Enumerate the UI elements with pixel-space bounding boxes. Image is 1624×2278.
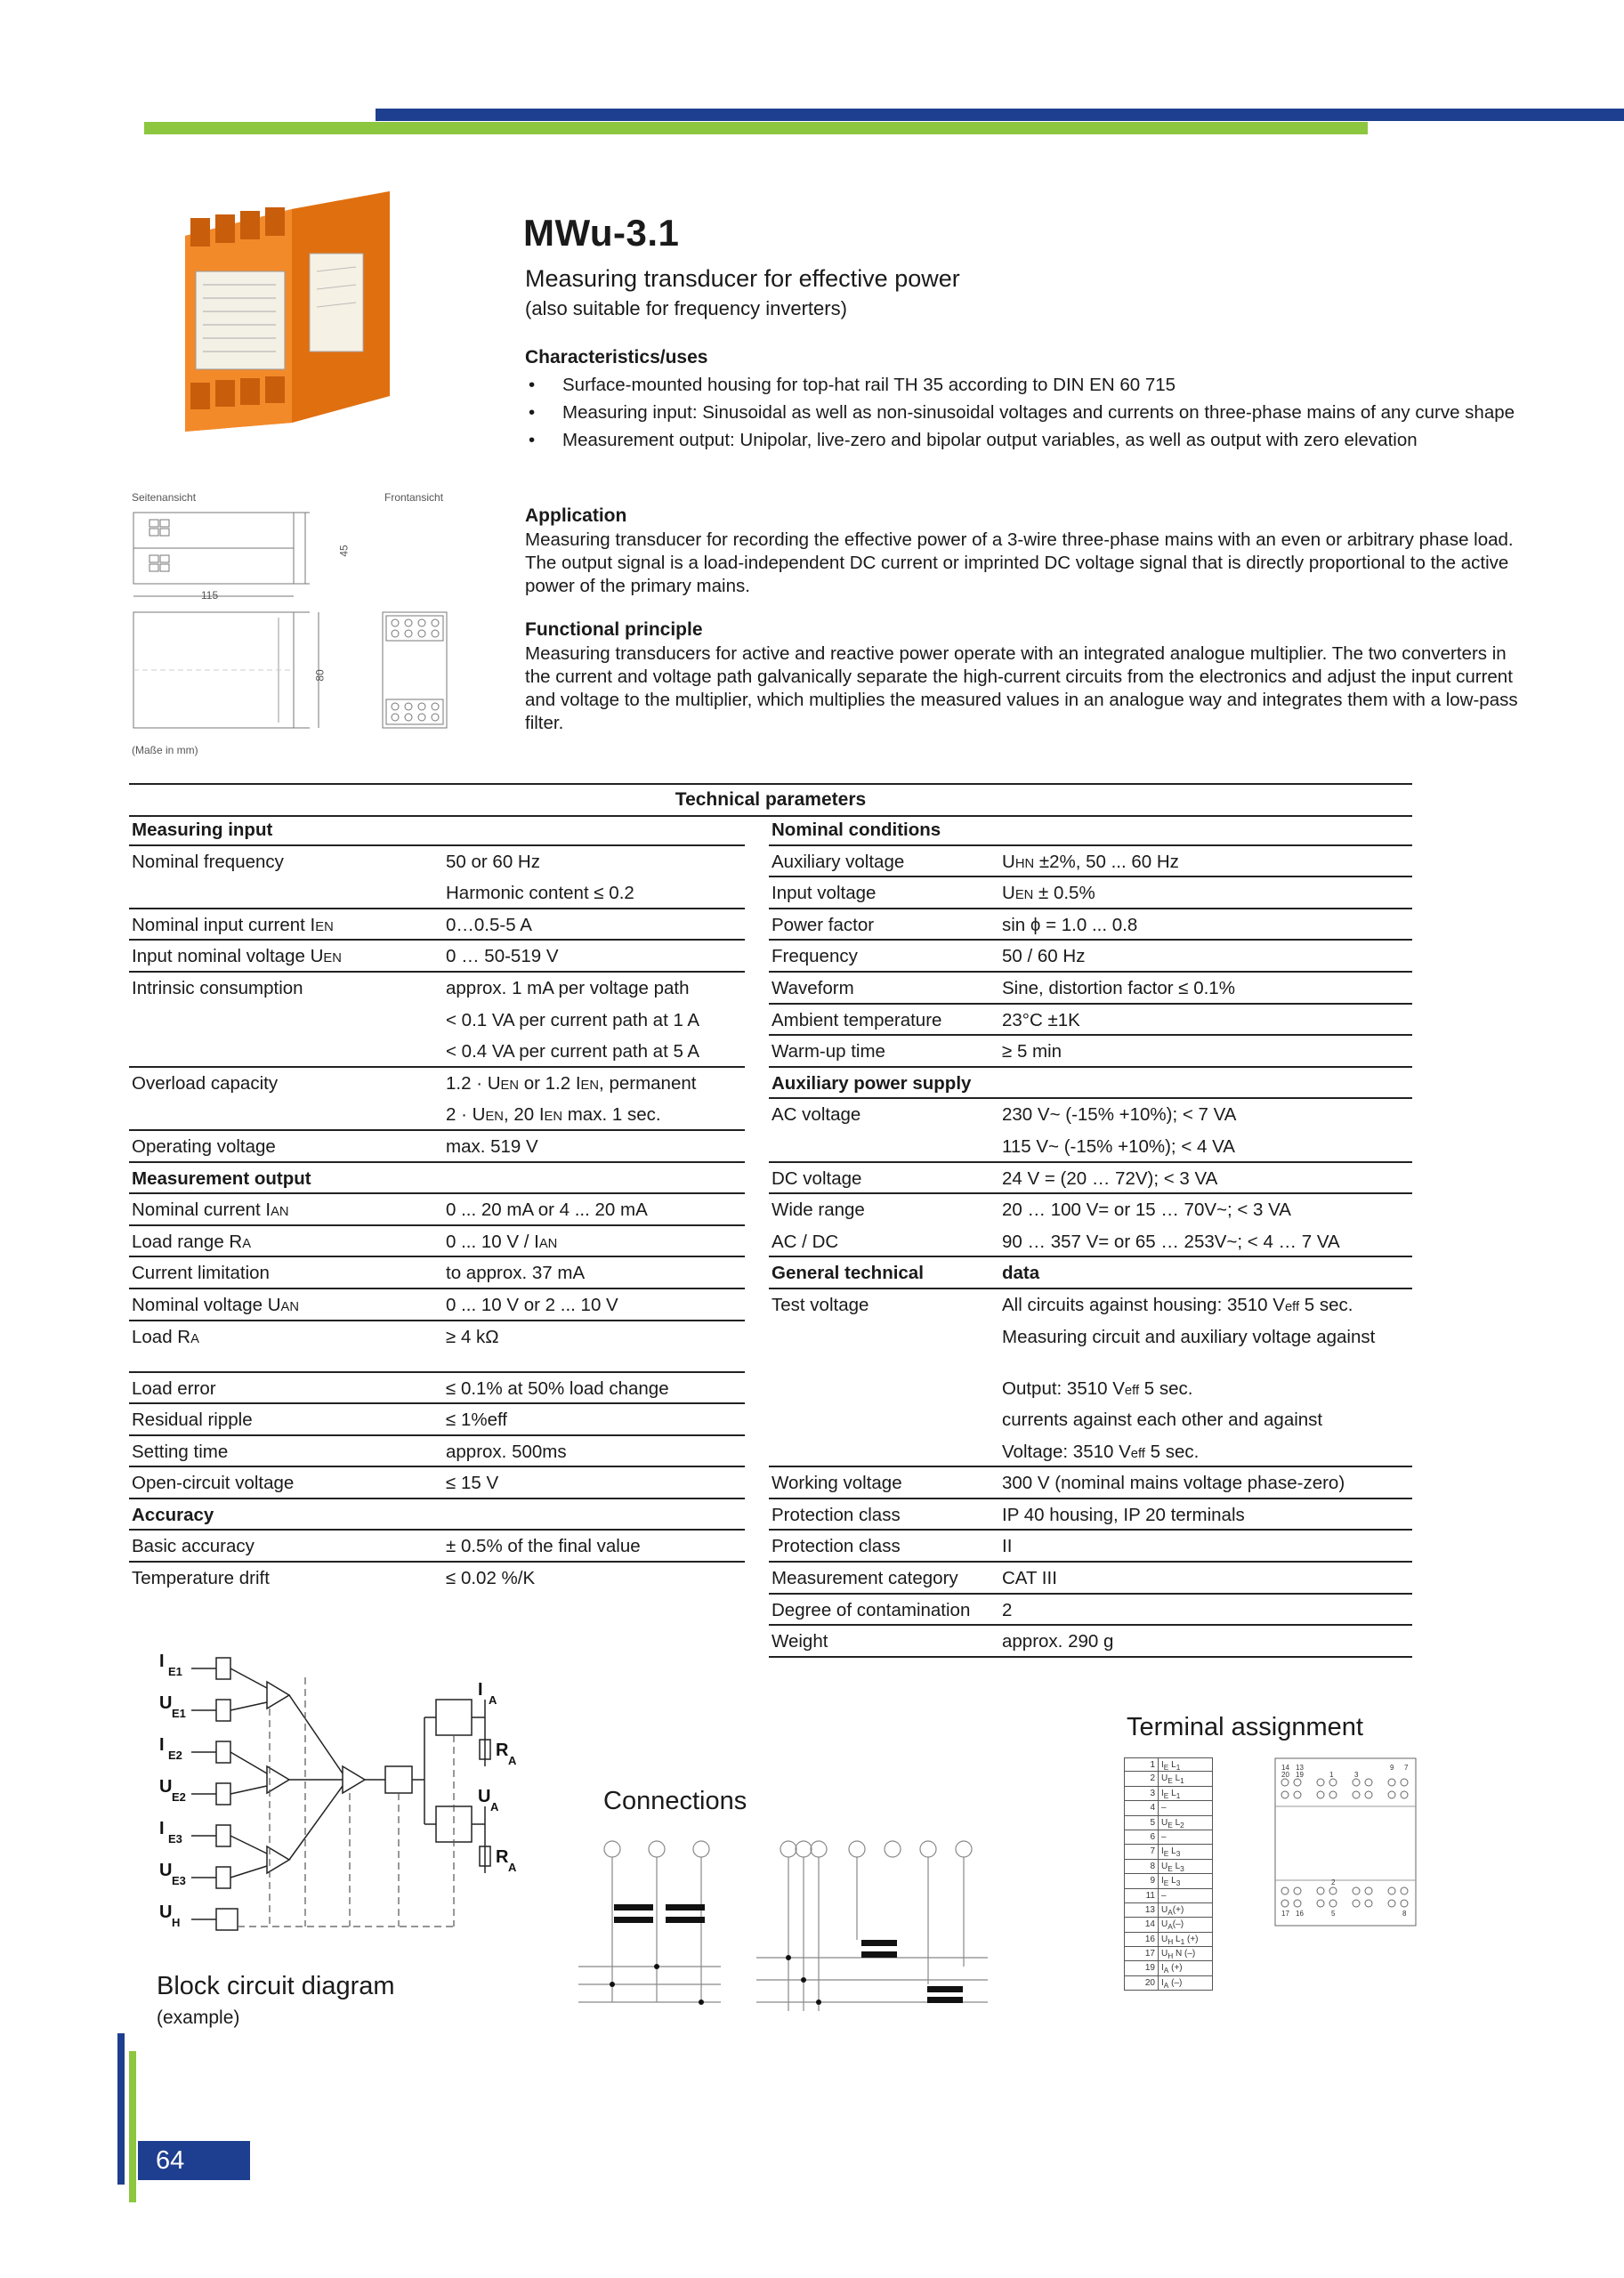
terminal-function: $I_A$ (+) xyxy=(1161,1963,1183,1975)
terminal-number: 2 xyxy=(1125,1772,1159,1785)
terminal-number: 13 xyxy=(1125,1903,1159,1917)
parameter-name: Ambient temperature xyxy=(772,1009,942,1030)
terminal-row xyxy=(1124,1947,1213,1961)
terminal-function: $I_E$ $L_1$ xyxy=(1161,1788,1181,1800)
parameter-value: 2 · UEN, 20 IEN max. 1 sec. xyxy=(446,1104,661,1126)
right-table-row xyxy=(769,1563,1412,1595)
terminal-row xyxy=(1124,1903,1213,1918)
parameter-value: < 0.4 VA per current path at 5 A xyxy=(446,1041,700,1062)
terminal-number: 20 xyxy=(1281,1771,1289,1779)
terminal-row xyxy=(1124,1976,1213,1991)
parameter-value: Harmonic content ≤ 0.2 xyxy=(446,883,634,904)
right-table-row xyxy=(769,973,1412,1005)
block-diagram-subtitle: (example) xyxy=(157,2007,240,2028)
parameter-value: 115 V~ (-15% +10%); < 4 VA xyxy=(1002,1135,1235,1157)
parameter-value: 50 / 60 Hz xyxy=(1002,946,1086,967)
left-table-row xyxy=(129,1163,745,1195)
terminal-number: 9 xyxy=(1125,1874,1159,1887)
parameter-name: Working voltage xyxy=(772,1473,902,1494)
characteristics-heading: Characteristics/uses xyxy=(525,347,708,368)
parameter-name: Temperature drift xyxy=(132,1568,270,1589)
left-table-row xyxy=(129,941,745,973)
right-table-row xyxy=(769,1467,1412,1499)
left-table-row xyxy=(129,1404,745,1436)
parameter-value: Measuring circuit and auxiliary voltage against xyxy=(1002,1326,1376,1347)
terminal-row xyxy=(1124,1933,1213,1947)
terminal-function: $I_A$ (–) xyxy=(1161,1977,1183,1990)
parameter-name: Open-circuit voltage xyxy=(132,1473,295,1494)
product-subtitle-note: (also suitable for frequency inverters) xyxy=(525,297,847,319)
parameter-name: Auxiliary voltage xyxy=(772,851,905,872)
terminal-row xyxy=(1124,1787,1213,1801)
parameter-value: 24 V = (20 … 72V); < 3 VA xyxy=(1002,1167,1218,1189)
parameter-name: Load RA xyxy=(132,1326,199,1347)
parameter-value: 1.2 · UEN or 1.2 IEN, permanent xyxy=(446,1072,697,1094)
parameter-name: Degree of contamination xyxy=(772,1599,971,1620)
product-title: MWu-3.1 xyxy=(523,212,680,254)
product-photo xyxy=(176,182,390,440)
left-table-row xyxy=(129,1099,745,1131)
parameter-value: ≤ 0.02 %/K xyxy=(446,1568,536,1589)
parameter-name: Measurement category xyxy=(772,1568,958,1589)
label-ue1-sub: E1 xyxy=(172,1707,186,1720)
dim-115: 115 xyxy=(201,589,219,602)
parameter-value: 23°C ±1K xyxy=(1002,1009,1080,1030)
right-table-row xyxy=(769,1499,1412,1531)
label-ue2-sub: E2 xyxy=(172,1790,186,1804)
terminal-number: 16 xyxy=(1125,1933,1159,1946)
right-table-row xyxy=(769,1321,1412,1373)
left-table-row xyxy=(129,1289,745,1321)
parameter-value: currents against each other and against xyxy=(1002,1410,1323,1431)
connections-diagram xyxy=(578,1833,988,2020)
right-table-row xyxy=(769,1373,1412,1405)
terminal-function: $U_E$ $L_1$ xyxy=(1161,1773,1184,1786)
left-table-row xyxy=(129,1005,745,1037)
parameter-value: 0 ... 20 mA or 4 ... 20 mA xyxy=(446,1200,648,1221)
parameter-value: 20 … 100 V= or 15 … 70V~; < 3 VA xyxy=(1002,1200,1291,1221)
terminal-function: $U_H$ N (–) xyxy=(1161,1949,1196,1961)
parameter-value: 90 … 357 V= or 65 … 253V~; < 4 … 7 VA xyxy=(1002,1231,1340,1252)
dim-45: 45 xyxy=(337,545,351,557)
parameter-value: UHN ±2%, 50 ... 60 Hz xyxy=(1002,851,1179,872)
terminal-row xyxy=(1124,1918,1213,1932)
terminal-row xyxy=(1124,1889,1213,1903)
functional-text: Measuring transducers for active and reactive power operate with an integrated analogue multiplier. The two converters in the current and voltage path galvanically separate the high-current circuits from the electronics and adjust the input current and voltage to the multiplier, which multiplies the measured values in an analogue way and integrates them with a low-pass filter. xyxy=(525,643,1518,733)
label-ia-sub: A xyxy=(489,1693,497,1707)
terminal-number: 4 xyxy=(1125,1801,1159,1814)
terminal-function: $I_E$ $L_1$ xyxy=(1161,1760,1181,1772)
left-table-row xyxy=(129,1467,745,1499)
list-item: • Measuring input: Sinusoidal as well as non-sinusoidal voltages and currents on three-phase mains of any curve shape xyxy=(525,401,1522,424)
parameter-value: approx. 290 g xyxy=(1002,1631,1114,1652)
terminal-function: $I_E$ $L_3$ xyxy=(1161,1876,1181,1888)
parameter-name: Measuring input xyxy=(132,820,273,840)
label-ie1: I xyxy=(159,1652,165,1671)
page-number: 64 xyxy=(138,2141,250,2180)
left-parameter-table xyxy=(129,814,745,1595)
left-table-row xyxy=(129,1226,745,1258)
parameter-value: UEN ± 0.5% xyxy=(1002,883,1095,904)
terminal-row xyxy=(1124,1801,1213,1815)
parameter-name: Nominal conditions xyxy=(772,820,941,840)
terminal-function: $U_E$ $L_2$ xyxy=(1161,1817,1184,1830)
terminal-number: 17 xyxy=(1281,1910,1289,1918)
terminal-row xyxy=(1124,1874,1213,1888)
terminal-function: – xyxy=(1161,1831,1167,1842)
parameter-name: Test voltage xyxy=(772,1294,869,1315)
parameter-value: All circuits against housing: 3510 Veff 5 sec. xyxy=(1002,1294,1353,1315)
application-text: Measuring transducer for recording the effective power of a 3-wire three-phase mains with an even or arbitrary phase load. The output signal is a load-independent DC current or imprinted DC voltage signal that is directly proportional to the active power of the primary mains. xyxy=(525,529,1514,596)
terminal-function: $U_A(+)$ xyxy=(1161,1904,1184,1917)
right-table-row xyxy=(769,846,1412,878)
right-table-row xyxy=(769,1194,1412,1226)
parameter-value: ≤ 15 V xyxy=(446,1473,499,1494)
dimension-drawing xyxy=(132,491,461,758)
left-table-row xyxy=(129,1499,745,1531)
terminal-number: 14 xyxy=(1281,1764,1289,1772)
label-ra2: R xyxy=(496,1847,509,1867)
right-table-row xyxy=(769,941,1412,973)
label-ra2-sub: A xyxy=(508,1861,517,1874)
right-table-row xyxy=(769,1436,1412,1468)
right-table-row xyxy=(769,1531,1412,1563)
terminal-number: 8 xyxy=(1402,1910,1407,1918)
right-table-row xyxy=(769,1036,1412,1068)
block-circuit-diagram xyxy=(147,1651,538,1944)
right-table-row xyxy=(769,1163,1412,1195)
parameter-value: 300 V (nominal mains voltage phase-zero) xyxy=(1002,1473,1345,1494)
connections-title: Connections xyxy=(603,1787,747,1815)
parameter-value: ± 0.5% of the final value xyxy=(446,1536,641,1557)
parameter-name: AC voltage xyxy=(772,1104,861,1126)
label-ue3: U xyxy=(159,1861,173,1880)
terminal-function: $U_A(-)$ xyxy=(1161,1919,1184,1932)
terminal-number: 14 xyxy=(1125,1918,1159,1931)
right-table-row xyxy=(769,1626,1412,1658)
parameter-name: Measurement output xyxy=(132,1167,311,1189)
application-heading: Application xyxy=(525,505,627,526)
parameter-name: Nominal frequency xyxy=(132,851,284,872)
right-table-row xyxy=(769,1068,1412,1100)
left-table-row xyxy=(129,1131,745,1163)
parameter-name: Protection class xyxy=(772,1504,901,1525)
parameter-name: Residual ripple xyxy=(132,1410,253,1431)
left-table-row xyxy=(129,1257,745,1289)
units-note: (Maße in mm) xyxy=(132,744,198,756)
terminal-row xyxy=(1124,1772,1213,1786)
right-table-row xyxy=(769,1595,1412,1627)
label-ra1: R xyxy=(496,1741,509,1760)
parameter-value: approx. 1 mA per voltage path xyxy=(446,977,690,998)
terminal-function: $U_H$ $L_1$ (+) xyxy=(1161,1934,1199,1946)
label-ue2: U xyxy=(159,1777,173,1797)
side-view-label: Seitenansicht xyxy=(132,491,197,504)
parameter-name: Nominal voltage UAN xyxy=(132,1294,299,1315)
terminal-number: 6 xyxy=(1125,1830,1159,1844)
terminal-row xyxy=(1124,1961,1213,1975)
block-diagram-title: Block circuit diagram xyxy=(157,1972,395,2000)
right-table-row xyxy=(769,877,1412,909)
parameter-name: DC voltage xyxy=(772,1167,862,1189)
right-table-row xyxy=(769,909,1412,941)
terminal-row xyxy=(1124,1845,1213,1859)
dimension-lines xyxy=(132,507,461,747)
parameter-value: 0 ... 10 V or 2 ... 10 V xyxy=(446,1294,618,1315)
parameter-name: Nominal input current IEN xyxy=(132,914,334,935)
characteristics-list xyxy=(525,374,1522,456)
parameter-value: 230 V~ (-15% +10%); < 7 VA xyxy=(1002,1104,1237,1126)
parameter-value: data xyxy=(1002,1263,1040,1284)
parameter-name: AC / DC xyxy=(772,1231,839,1252)
parameter-value: ≥ 5 min xyxy=(1002,1041,1062,1062)
list-item: • Surface-mounted housing for top-hat rail TH 35 according to DIN EN 60 715 xyxy=(525,374,1522,397)
right-table-row xyxy=(769,1289,1412,1321)
parameter-name: General technical xyxy=(772,1263,924,1284)
label-ua: U xyxy=(478,1787,491,1806)
side-bar-blue xyxy=(117,2033,125,2185)
label-uh: U xyxy=(159,1902,173,1922)
terminal-number: 20 xyxy=(1125,1976,1159,1990)
label-ie2: I xyxy=(159,1735,165,1755)
side-bar-green xyxy=(129,2051,136,2202)
label-ra1-sub: A xyxy=(508,1754,517,1767)
parameter-value: < 0.1 VA per current path at 1 A xyxy=(446,1009,700,1030)
right-table-row xyxy=(769,1226,1412,1258)
list-item: • Measurement output: Unipolar, live-zero and bipolar output variables, as well as output with zero elevation xyxy=(525,429,1522,452)
parameter-value: 2 xyxy=(1002,1599,1013,1620)
parameter-name: Input nominal voltage UEN xyxy=(132,946,342,967)
terminal-number: 1 xyxy=(1329,1771,1334,1779)
header-bar-green xyxy=(144,122,1368,134)
label-ie3: I xyxy=(159,1819,165,1838)
right-table-row xyxy=(769,1257,1412,1289)
left-table-row xyxy=(129,877,745,909)
terminal-number: 8 xyxy=(1125,1860,1159,1873)
parameter-name: Waveform xyxy=(772,977,854,998)
terminal-number: 11 xyxy=(1125,1889,1159,1902)
terminal-number: 19 xyxy=(1125,1961,1159,1975)
terminal-number: 2 xyxy=(1331,1878,1336,1886)
parameter-value: ≤ 1%eff xyxy=(446,1410,507,1431)
right-table-row xyxy=(769,1404,1412,1436)
label-ie2-sub: E2 xyxy=(168,1749,182,1762)
label-ua-sub: A xyxy=(490,1800,499,1814)
parameter-name: Current limitation xyxy=(132,1263,270,1284)
label-ue3-sub: E3 xyxy=(172,1874,186,1887)
left-table-row xyxy=(129,814,745,846)
parameter-name: Overload capacity xyxy=(132,1072,279,1094)
parameter-name: Intrinsic consumption xyxy=(132,977,303,998)
terminal-row xyxy=(1124,1860,1213,1874)
terminal-number: 13 xyxy=(1296,1764,1304,1772)
parameter-name: Load range RA xyxy=(132,1231,252,1252)
parameter-name: Operating voltage xyxy=(132,1135,276,1157)
parameter-value: approx. 500ms xyxy=(446,1441,567,1462)
parameter-value: Output: 3510 Veff 5 sec. xyxy=(1002,1377,1193,1399)
parameter-name: Accuracy xyxy=(132,1504,214,1525)
right-table-row xyxy=(769,1131,1412,1163)
terminal-number: 9 xyxy=(1390,1764,1394,1772)
terminal-box-diagram xyxy=(1274,1757,1417,1927)
right-table-row xyxy=(769,814,1412,846)
terminal-row xyxy=(1124,1830,1213,1845)
left-table-row xyxy=(129,1436,745,1468)
terminal-row xyxy=(1124,1816,1213,1830)
parameter-name: Nominal current IAN xyxy=(132,1200,289,1221)
parameter-name: Load error xyxy=(132,1377,216,1399)
parameter-name: Basic accuracy xyxy=(132,1536,255,1557)
terminal-number: 19 xyxy=(1296,1771,1304,1779)
parameter-value: ≥ 4 kΩ xyxy=(446,1326,499,1347)
parameter-name: Power factor xyxy=(772,914,875,935)
right-table-row xyxy=(769,1005,1412,1037)
terminal-number: 1 xyxy=(1125,1758,1159,1771)
parameter-name: Protection class xyxy=(772,1536,901,1557)
parameter-name: Wide range xyxy=(772,1200,865,1221)
parameter-value: IP 40 housing, IP 20 terminals xyxy=(1002,1504,1245,1525)
parameter-value: ≤ 0.1% at 50% load change xyxy=(446,1377,669,1399)
parameter-name: Input voltage xyxy=(772,883,877,904)
label-ie3-sub: E3 xyxy=(168,1832,182,1846)
parameter-value: to approx. 37 mA xyxy=(446,1263,586,1284)
label-ie1-sub: E1 xyxy=(168,1665,182,1678)
label-ue1: U xyxy=(159,1693,173,1713)
terminal-assignment-title: Terminal assignment xyxy=(1127,1713,1363,1741)
parameter-value: CAT III xyxy=(1002,1568,1057,1589)
left-table-row xyxy=(129,1068,745,1100)
terminal-row xyxy=(1124,1757,1213,1772)
left-table-row xyxy=(129,909,745,941)
terminal-function: $I_E$ $L_3$ xyxy=(1161,1846,1181,1859)
left-table-row xyxy=(129,973,745,1005)
product-subtitle: Measuring transducer for effective power xyxy=(525,265,960,292)
terminal-number: 17 xyxy=(1125,1947,1159,1960)
terminal-number: 7 xyxy=(1125,1845,1159,1858)
left-table-row xyxy=(129,1373,745,1405)
label-ia: I xyxy=(478,1680,483,1700)
left-table-row xyxy=(129,1194,745,1226)
terminal-number: 7 xyxy=(1404,1764,1409,1772)
functional-heading: Functional principle xyxy=(525,619,703,640)
header-bar-blue xyxy=(376,109,1624,121)
parameter-value: Sine, distortion factor ≤ 0.1% xyxy=(1002,977,1235,998)
label-uh-sub: H xyxy=(172,1916,181,1929)
left-table-row xyxy=(129,1531,745,1563)
terminal-function: $U_E$ $L_3$ xyxy=(1161,1861,1184,1873)
left-table-row xyxy=(129,1321,745,1373)
parameter-value: 0…0.5-5 A xyxy=(446,914,532,935)
parameter-value: II xyxy=(1002,1536,1013,1557)
terminal-function: – xyxy=(1161,1890,1167,1901)
parameter-value: max. 519 V xyxy=(446,1135,538,1157)
parameter-value: 50 or 60 Hz xyxy=(446,851,540,872)
terminal-table xyxy=(1124,1757,1213,1991)
left-table-row xyxy=(129,846,745,878)
technical-parameters-title: Technical parameters xyxy=(129,783,1412,817)
parameter-name: Weight xyxy=(772,1631,828,1652)
front-view-label: Frontansicht xyxy=(384,491,444,504)
terminal-number: 16 xyxy=(1296,1910,1304,1918)
parameter-name: Frequency xyxy=(772,946,858,967)
parameter-name: Setting time xyxy=(132,1441,229,1462)
parameter-value: sin ϕ = 1.0 ... 0.8 xyxy=(1002,914,1138,935)
parameter-name: Auxiliary power supply xyxy=(772,1072,972,1094)
terminal-function: – xyxy=(1161,1803,1167,1814)
left-table-row xyxy=(129,1563,745,1595)
left-table-row xyxy=(129,1036,745,1068)
terminal-number: 3 xyxy=(1354,1771,1359,1779)
terminal-number: 3 xyxy=(1125,1787,1159,1800)
parameter-value: Voltage: 3510 Veff 5 sec. xyxy=(1002,1441,1200,1462)
parameter-name: Warm-up time xyxy=(772,1041,885,1062)
parameter-value: 0 … 50-519 V xyxy=(446,946,559,967)
parameter-value: 0 ... 10 V / IAN xyxy=(446,1231,558,1252)
right-parameter-table xyxy=(769,814,1412,1658)
dim-80: 80 xyxy=(313,669,327,682)
terminal-number: 5 xyxy=(1331,1910,1336,1918)
right-table-row xyxy=(769,1099,1412,1131)
terminal-number: 5 xyxy=(1125,1816,1159,1830)
